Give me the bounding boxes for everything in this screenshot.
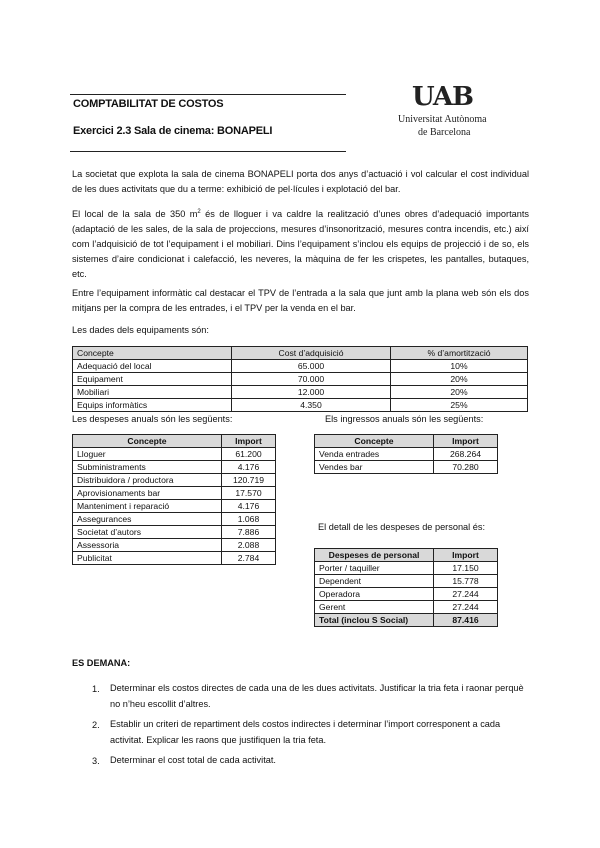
table-cell: 27.244 [434, 588, 498, 601]
column-header: Concepte [73, 347, 232, 360]
table-cell: 61.200 [222, 448, 276, 461]
income-table [314, 434, 498, 474]
table-cell: 87.416 [434, 614, 498, 627]
table-row [73, 461, 276, 474]
expenses-label: Les despeses anuals són les següents: [72, 414, 233, 424]
table-cell: 4.176 [222, 500, 276, 513]
column-header: Import [222, 435, 276, 448]
table-cell: 10% [391, 360, 528, 373]
table-row [315, 562, 498, 575]
table-cell: Adequació del local [73, 360, 232, 373]
table-header-row [315, 549, 498, 562]
personnel-label: El detall de les despeses de personal és: [318, 522, 486, 532]
equipment-table [72, 346, 528, 412]
table-cell: 25% [391, 399, 528, 412]
table-cell: 2.088 [222, 539, 276, 552]
table-cell: 17.570 [222, 487, 276, 500]
table-cell: Societat d’autors [73, 526, 222, 539]
table-cell: Mobiliari [73, 386, 232, 399]
total-row [315, 614, 498, 627]
table-cell: 2.784 [222, 552, 276, 565]
expenses-table [72, 434, 276, 565]
personnel-table [314, 548, 498, 627]
university-logo [378, 80, 500, 142]
table-cell: 17.150 [434, 562, 498, 575]
column-header: Import [434, 549, 498, 562]
table-cell: Equipament [73, 373, 232, 386]
logo-line-2: de Barcelona [418, 127, 471, 138]
table-cell: Distribuidora / productora [73, 474, 222, 487]
question-number: 2. [92, 720, 100, 730]
table-row [73, 539, 276, 552]
column-header: Cost d’adquisició [232, 347, 391, 360]
table-row [73, 526, 276, 539]
table-cell: 20% [391, 373, 528, 386]
column-header: Despeses de personal [315, 549, 434, 562]
table-header-row [73, 347, 528, 360]
table-cell: 7.886 [222, 526, 276, 539]
question-number: 1. [92, 684, 100, 694]
table-cell: Porter / taquiller [315, 562, 434, 575]
table-row [73, 360, 528, 373]
table-row [315, 461, 498, 474]
table-row [315, 588, 498, 601]
table-cell: 4.350 [232, 399, 391, 412]
table-row [73, 487, 276, 500]
uab-logo-mark: UAB [412, 82, 474, 112]
logo-line-1: Universitat Autònoma [398, 114, 487, 125]
intro-paragraph-1: La societat que explota la sala de cinema BONAPELI porta dos anys d’actuació i vol calcular el cost individual de les dues activitats que du a terme: exhibició de pel·lícules i explotació del bar. [72, 169, 529, 194]
table-row [73, 552, 276, 565]
table-row [315, 575, 498, 588]
table-row [73, 474, 276, 487]
superscript-2: 2 [197, 209, 201, 215]
column-header: % d’amortització [391, 347, 528, 360]
table-header-row [73, 435, 276, 448]
column-header: Import [434, 435, 498, 448]
course-title: COMPTABILITAT DE COSTOS [73, 98, 224, 110]
table-cell: 20% [391, 386, 528, 399]
exercise-title: Exercici 2.3 Sala de cinema: BONAPELI [73, 125, 273, 137]
table-row [73, 399, 528, 412]
table-cell: 1.068 [222, 513, 276, 526]
question-number: 3. [92, 756, 100, 766]
table-row [73, 500, 276, 513]
table-row [73, 373, 528, 386]
table-cell: Publicitat [73, 552, 222, 565]
table-cell: Operadora [315, 588, 434, 601]
table-cell: 65.000 [232, 360, 391, 373]
table-cell: Dependent [315, 575, 434, 588]
table-cell: 4.176 [222, 461, 276, 474]
column-header: Concepte [315, 435, 434, 448]
intro-paragraph-2-rest: és de lloguer i va caldre la realització d’unes obres d’adequació importants (adaptació de les sales, de la sala de projeccions, mesures d’insonorització, mesures contra incendis, etc.) així com l’adquisició de tot l’equipament i el mobiliari. Dins l’equipament s’inclou els equips de projecció i de so, els sistemes d’aire condicionat i calefacció, les neveres, la màquina de fer les crispetes, les pantalles, butaques, etc. [72, 209, 530, 280]
questions-heading: ES DEMANA: [72, 658, 131, 668]
table-row [73, 448, 276, 461]
table-cell: Lloguer [73, 448, 222, 461]
table-cell: 268.264 [434, 448, 498, 461]
question-text: Determinar els costos directes de cada una de les dues activitats. Justificar la tria feta i raonar perquè no n’heu escollit d’altres. [110, 683, 524, 709]
intro-paragraph-3: Entre l’equipament informàtic cal destacar el TPV de l’entrada a la sala que junt amb la plana web són els dos mitjans per la compra de les entrades, i el TPV per la venda en el bar. [72, 288, 529, 313]
table-cell: 70.280 [434, 461, 498, 474]
table-row [315, 448, 498, 461]
table-cell: Manteniment i reparació [73, 500, 222, 513]
table-cell: Vendes bar [315, 461, 434, 474]
question-text: Determinar el cost total de cada activitat. [110, 755, 276, 765]
question-text: Establir un criteri de repartiment dels costos indirectes i determinar l’import corresponent a cada activitat. Explicar les raons que justifiquen la tria feta. [110, 719, 501, 745]
table-cell: Total (inclou S Social) [315, 614, 434, 627]
table-cell: Assegurances [73, 513, 222, 526]
intro-paragraph-2-start: El local de la sala de 350 m [72, 209, 198, 220]
table-cell: 15.778 [434, 575, 498, 588]
intro-paragraph-4: Les dades dels equipaments són: [72, 325, 209, 335]
table-row [73, 513, 276, 526]
table-cell: Venda entrades [315, 448, 434, 461]
table-row [73, 386, 528, 399]
table-cell: Assessoria [73, 539, 222, 552]
table-row [315, 601, 498, 614]
table-cell: Gerent [315, 601, 434, 614]
table-header-row [315, 435, 498, 448]
table-cell: Aprovisionaments bar [73, 487, 222, 500]
table-cell: Subministraments [73, 461, 222, 474]
table-cell: Equips informàtics [73, 399, 232, 412]
table-cell: 120.719 [222, 474, 276, 487]
table-cell: 70.000 [232, 373, 391, 386]
column-header: Concepte [73, 435, 222, 448]
intro-paragraph-2 [72, 205, 529, 282]
table-cell: 12.000 [232, 386, 391, 399]
income-label: Els ingressos anuals són les següents: [325, 414, 484, 424]
table-cell: 27.244 [434, 601, 498, 614]
